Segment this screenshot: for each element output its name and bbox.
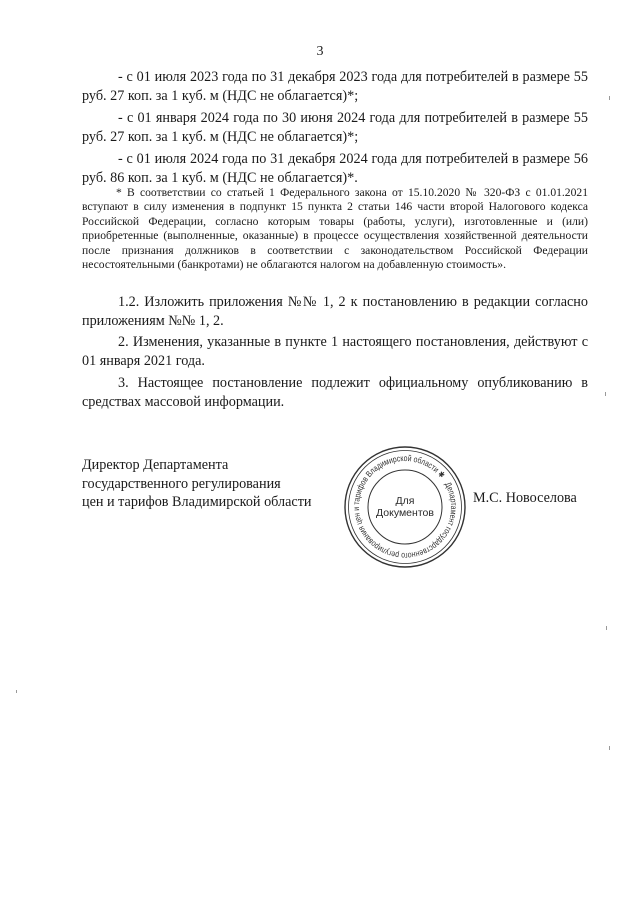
scan-speck xyxy=(609,96,610,100)
signature-title-line: государственного регулирования xyxy=(82,475,281,492)
signature-title-line: цен и тарифов Владимирской области xyxy=(82,494,312,510)
scan-speck xyxy=(606,626,607,630)
stamp-center-line: Для xyxy=(395,495,415,507)
tariff-period-2: - с 01 января 2024 года по 30 июня 2024 года для потребителей в размере 55 руб. 27 коп. за 1 куб. м (НДС не облагается)*; xyxy=(82,110,588,145)
scan-speck xyxy=(609,746,610,750)
official-stamp xyxy=(342,444,468,570)
stamp-center-line: Документов xyxy=(376,507,434,519)
footnote: * В соответствии со статьей 1 Федерального закона от 15.10.2020 № 320-ФЗ с 01.01.2021 вступают в силу изменения в подпункт 15 пункта 2 статьи 146 части второй Налогового кодекса Российской Федерации, согласно которым товары (работы, услуги), изготовленные и (или) приобретенные (выполненные, оказанные) в процессе осуществления хозяйственной деятельности после признания должников в соответствии с законодательством Российской Федерации несостоятельными (банкротами) не облагаются налогом на добавленную стоимость». xyxy=(82,186,588,272)
scan-speck xyxy=(605,392,606,396)
tariff-period-1: - с 01 июля 2023 года по 31 декабря 2023 года для потребителей в размере 55 руб. 27 коп. за 1 куб. м (НДС не облагается)*; xyxy=(82,69,588,104)
page-number: 3 xyxy=(316,44,324,59)
stamp-ring-text: Департамент государственного регулирования цен и тарифов Владимирской области ✱ xyxy=(350,452,460,562)
tariff-period-3: - с 01 июля 2024 года по 31 декабря 2024 года для потребителей в размере 56 руб. 86 коп. за 1 куб. м (НДС не облагается)*. xyxy=(82,151,588,186)
signature-title-line: Директор Департамента xyxy=(82,457,229,473)
item-2: 2. Изменения, указанные в пункте 1 настоящего постановления, действуют с 01 января 2021 года. xyxy=(82,334,588,369)
item-1-2: 1.2. Изложить приложения №№ 1, 2 к постановлению в редакции согласно приложениям №№ 1, 2. xyxy=(82,294,588,329)
signer-name: М.С. Новоселова xyxy=(473,490,577,506)
signature-title xyxy=(82,456,312,512)
item-3: 3. Настоящее постановление подлежит официальному опубликованию в средствах массовой информации. xyxy=(82,375,588,410)
stamp-center xyxy=(342,444,468,570)
scan-speck xyxy=(16,690,17,693)
